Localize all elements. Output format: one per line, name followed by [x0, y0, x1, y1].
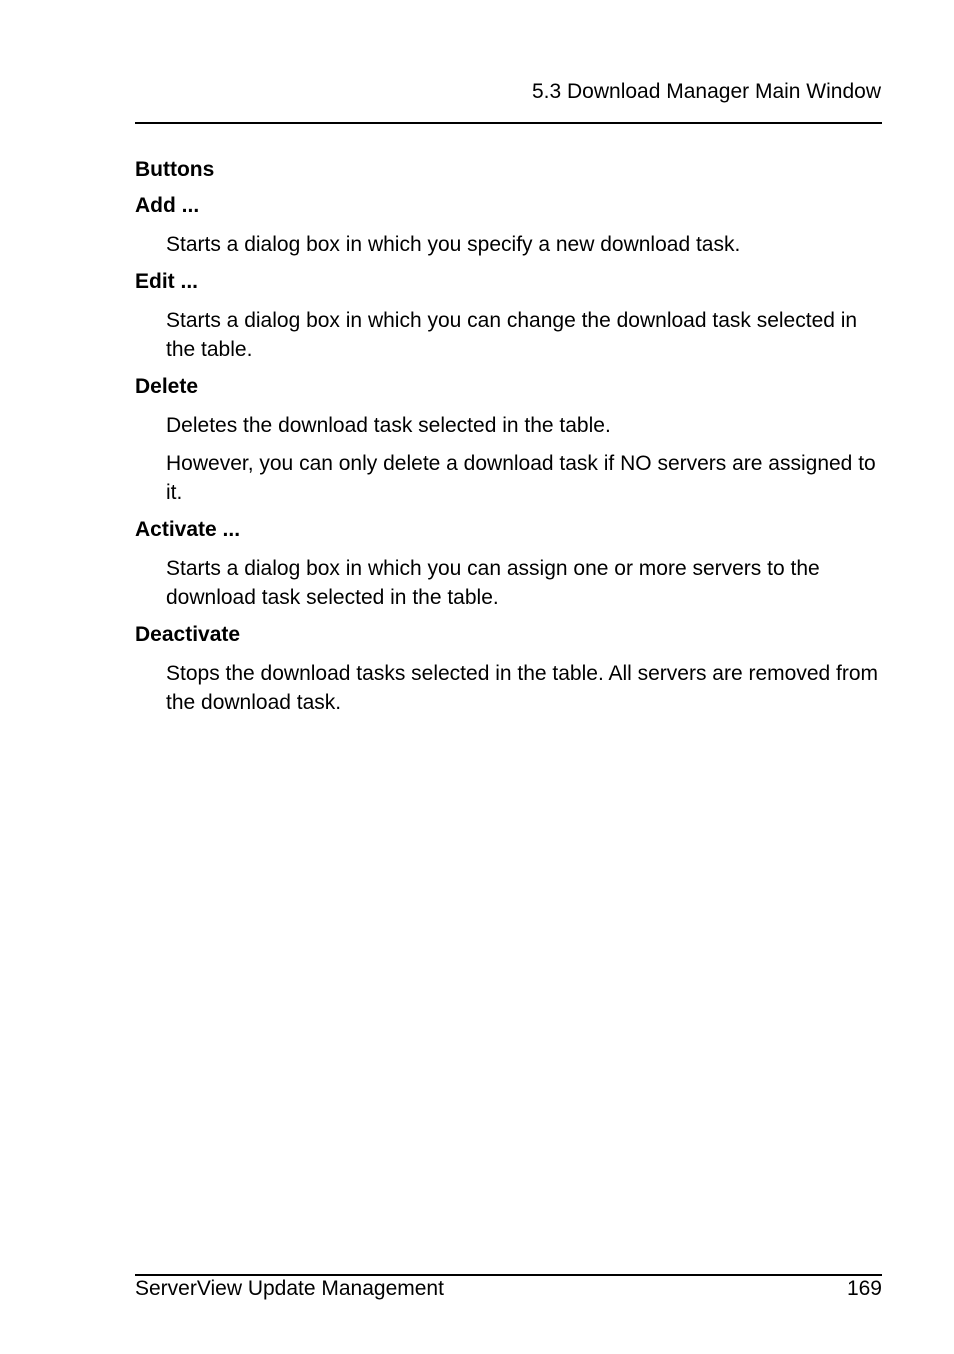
section-heading: Buttons [135, 158, 215, 181]
desc-add: Starts a dialog box in which you specify a new download task. [166, 233, 741, 256]
term-edit: Edit ... [135, 270, 198, 293]
footer-product-name: ServerView Update Management [135, 1277, 444, 1300]
running-header: 5.3 Download Manager Main Window [531, 80, 881, 103]
desc-delete: Deletes the download task selected in the table. [166, 414, 611, 437]
header-rule [135, 122, 882, 124]
term-delete: Delete [135, 375, 199, 398]
term-deactivate: Deactivate [135, 623, 241, 646]
desc-deactivate: Stops the download tasks selected in the table. All servers are removed from the download task. [166, 662, 879, 714]
desc-delete-note: However, you can only delete a download task if NO servers are assigned to it. [166, 452, 876, 504]
desc-activate: Starts a dialog box in which you can assign one or more servers to the download task selected in the table. [166, 557, 820, 609]
term-activate: Activate ... [135, 518, 241, 541]
page-number: 169 [846, 1277, 882, 1300]
page-content [135, 156, 887, 726]
desc-edit: Starts a dialog box in which you can change the download task selected in the table. [166, 309, 858, 361]
term-add: Add ... [135, 194, 200, 217]
